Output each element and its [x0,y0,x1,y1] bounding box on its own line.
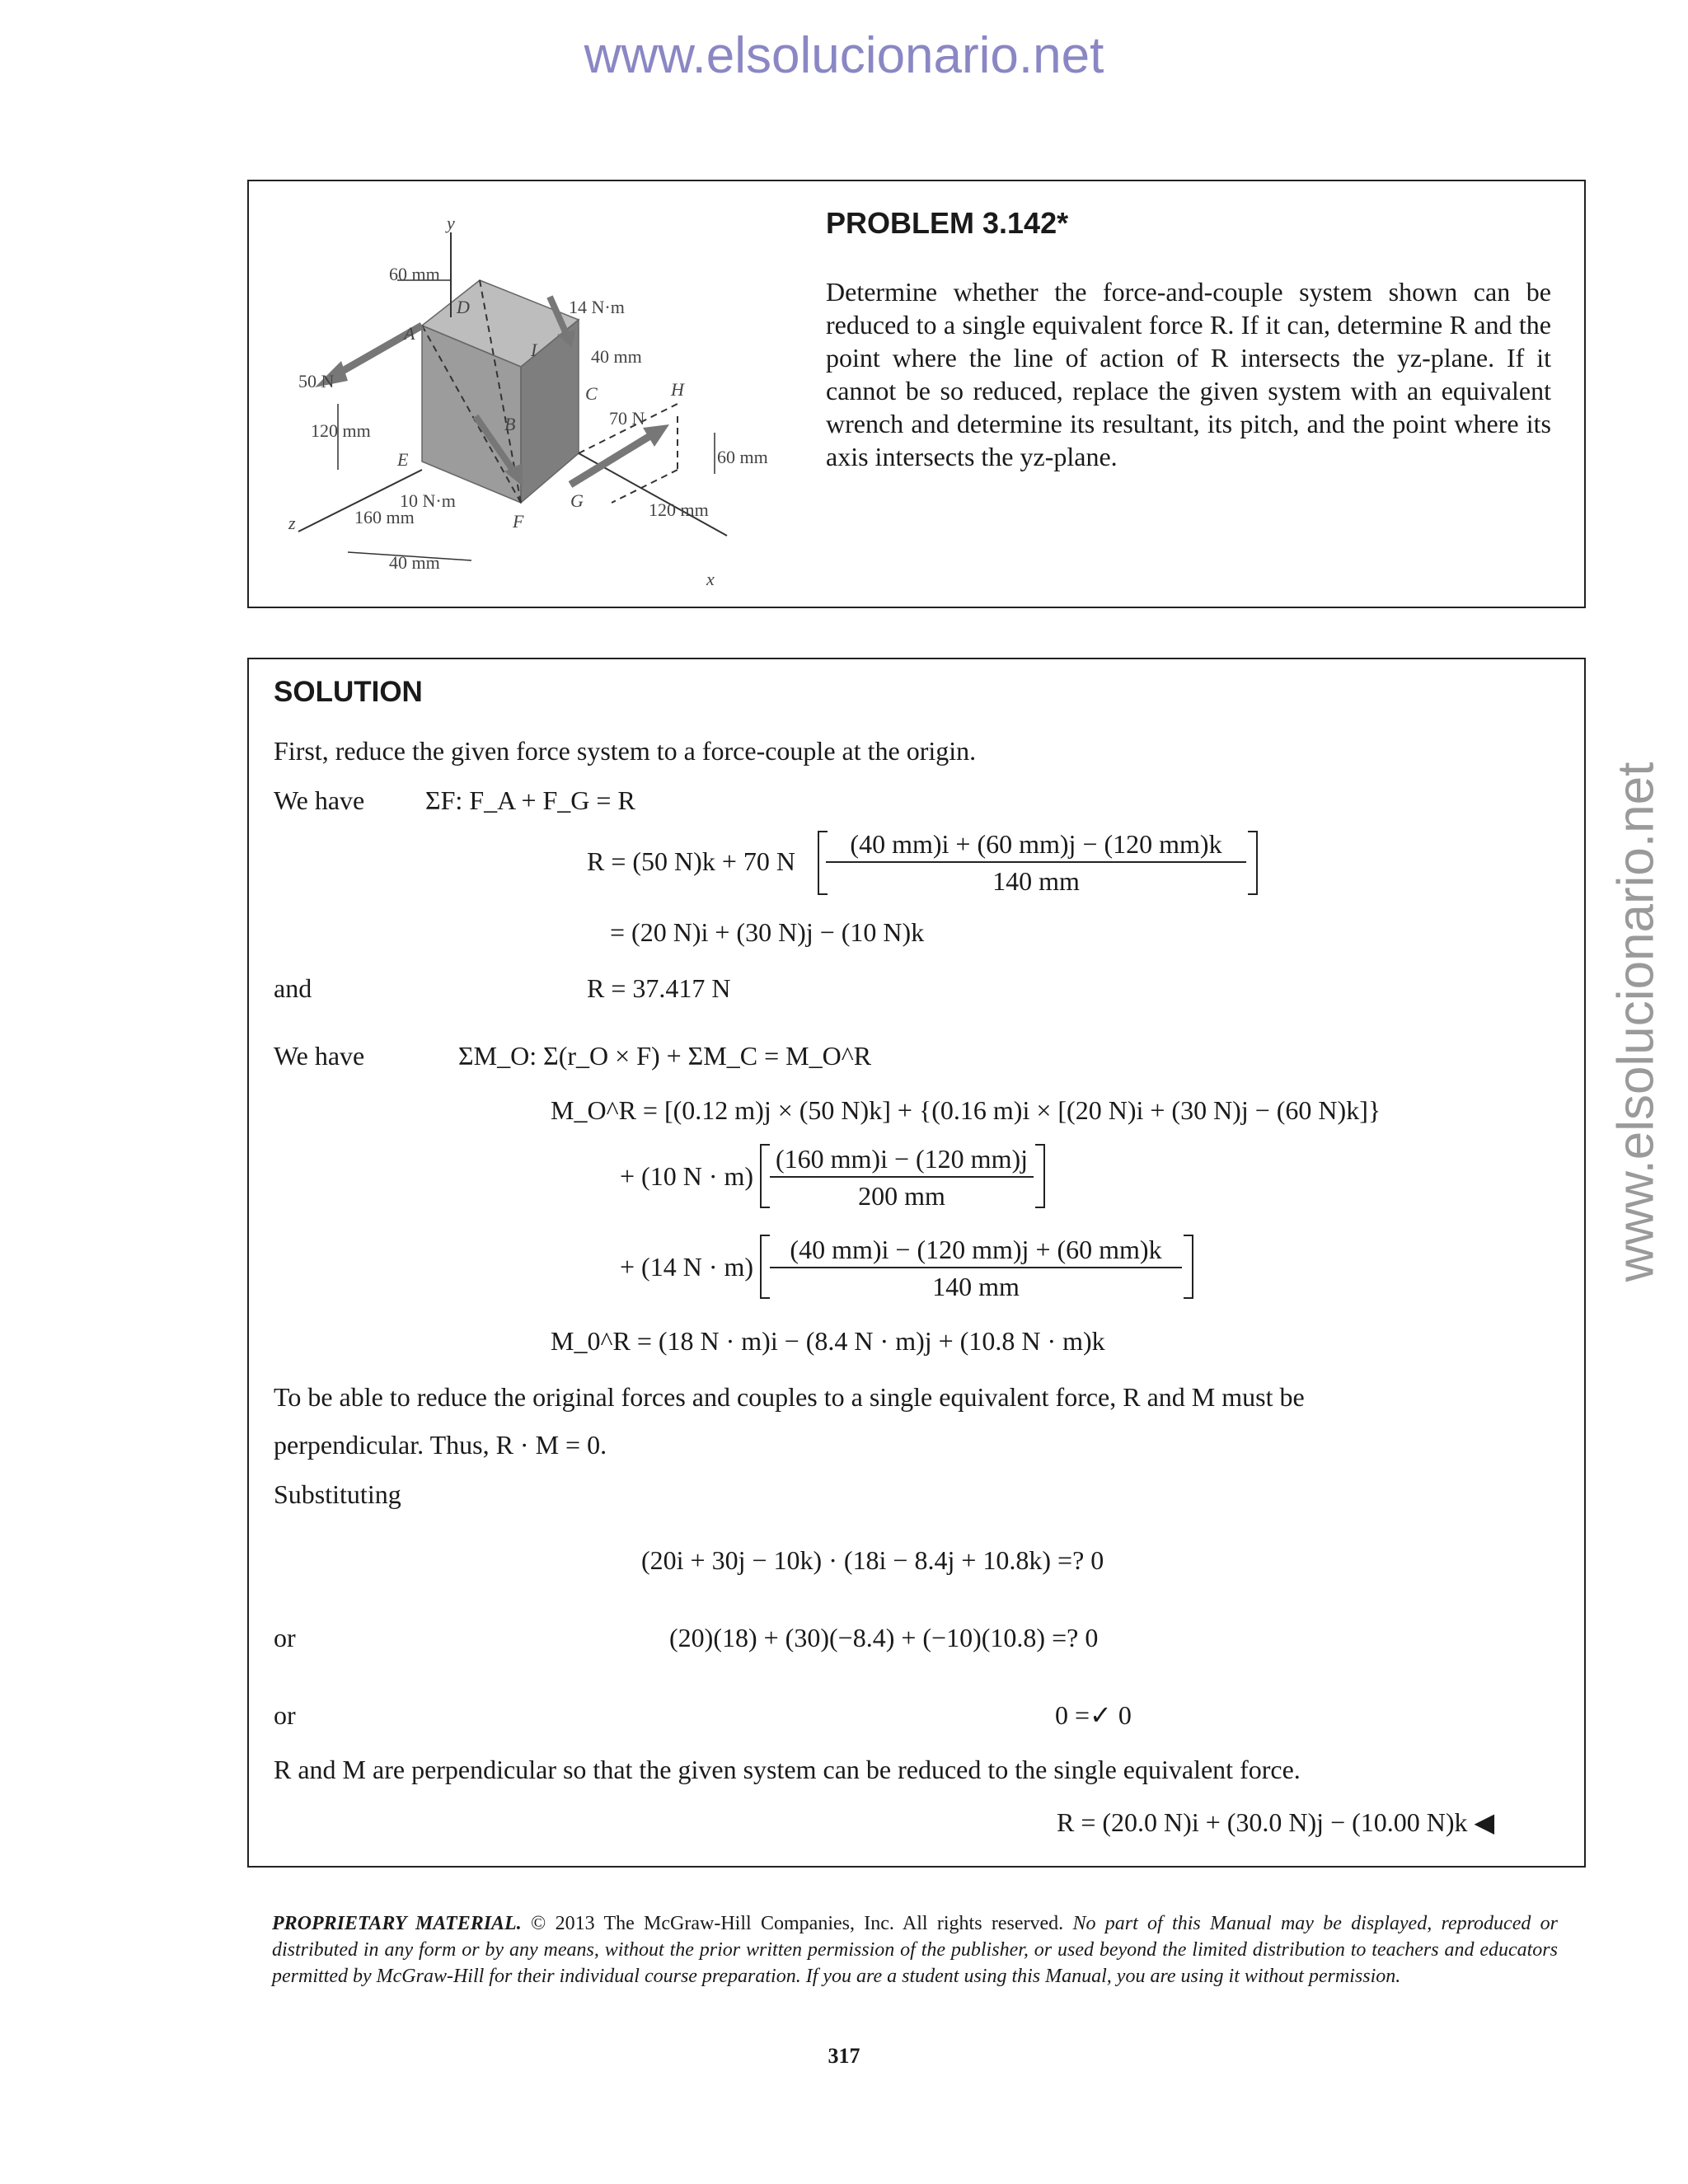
dot-equation: (20i + 30j − 10k) · (18i − 8.4j + 10.8k) =? 0 [641,1545,1104,1575]
fig-y: y [447,213,455,233]
dot-equation-2: (20)(18) + (30)(−8.4) + (−10)(10.8) =? 0 [669,1623,1099,1652]
mo-term2-fraction [770,1144,1034,1212]
fig-x: x [706,569,715,589]
problem-box [247,180,1586,608]
r-result: = (20 N)i + (30 N)j − (10 N)k [610,917,925,947]
fig-G: G [570,490,584,511]
fig-H: H [671,379,684,400]
mo-term3-den: 140 mm [932,1272,1020,1301]
fig-F: F [513,511,524,532]
footer-notice [272,1910,1558,1990]
final-answer: R = (20.0 N)i + (30.0 N)j − (10.00 N)k ◀ [1057,1807,1495,1837]
fig-d40b: 40 mm [389,552,440,573]
fig-I: I [531,340,537,360]
fig-D: D [457,297,470,317]
mo-term2-num: (160 mm)i − (120 mm)j [770,1144,1034,1178]
dot-equation-3: 0 =✓ 0 [1055,1700,1132,1730]
or-label-1: or [274,1623,296,1652]
sum-m-equation: ΣM_O: Σ(r_O × F) + ΣM_C = M_O^R [458,1041,872,1071]
substituting-label: Substituting [274,1479,401,1509]
footer-copyright: © 2013 The McGraw-Hill Companies, Inc. All rights reserved. [531,1913,1064,1934]
mo-term3-fraction [770,1235,1182,1302]
fig-f50: 50 N [298,371,335,391]
fig-E: E [397,449,409,470]
footer-lead: PROPRIETARY MATERIAL. [272,1913,522,1934]
sum-f-equation: ΣF: F_A + F_G = R [425,785,635,815]
mo-term3-lhs: + (14 N · m) [620,1252,754,1282]
fig-d60a: 60 mm [389,264,440,284]
problem-title: PROBLEM 3.142* [826,206,1069,240]
r-magnitude: R = 37.417 N [587,973,731,1003]
problem-figure [265,198,809,593]
text-perp-2: perpendicular. Thus, R · M = 0. [274,1430,607,1460]
fig-A: A [404,323,415,344]
we-have-2: We have [274,1041,365,1071]
mo-line1: M_O^R = [(0.12 m)j × (50 N)k] + {(0.16 m)i × [(20 N)i + (30 N)j − (60 N)k]} [551,1095,1381,1125]
we-have-1: We have [274,785,365,815]
site-watermark-top[interactable]: www.elsolucionario.net [584,27,1104,84]
mo-term3-num: (40 mm)i − (120 mm)j + (60 mm)k [770,1235,1182,1268]
fig-d160: 160 mm [354,507,415,527]
fig-m14: 14 N·m [569,297,625,317]
r-frac-den: 140 mm [992,866,1080,896]
and-label: and [274,973,312,1003]
bracket-left-2 [760,1144,770,1208]
mo-term2-lhs: + (10 N · m) [620,1161,754,1191]
solution-intro: First, reduce the given force system to a force-couple at the origin. [274,736,977,766]
page-number: 317 [828,2044,860,2068]
r-frac-num: (40 mm)i + (60 mm)j − (120 mm)k [826,829,1246,863]
solution-title: SOLUTION [274,676,423,708]
conclusion-text: R and M are perpendicular so that the given system can be reduced to the single equivalent force. [274,1755,1301,1784]
fig-d40a: 40 mm [591,346,642,367]
text-perp-1: To be able to reduce the original forces and couples to a single equivalent force, R and M must be [274,1382,1305,1412]
r-fraction [826,829,1246,897]
r-lhs: R = (50 N)k + 70 N [587,846,795,876]
bracket-right-2 [1035,1144,1045,1208]
problem-text: Determine whether the force-and-couple system shown can be reduced to a single equivalent force R. If it can, determine R and the point where the line of action of R intersects the yz-plane. If it cannot be so reduced, replace the given system with an equivalent wrench and determine its resultant, its pitch, and the point where its axis intersects the yz-plane. [826,277,1551,471]
mo-result: M_0^R = (18 N · m)i − (8.4 N · m)j + (10.8 N · m)k [551,1326,1105,1356]
bracket-right-1 [1248,831,1258,895]
fig-m10: 10 N·m [400,490,456,511]
fig-f70: 70 N [609,408,645,429]
bracket-right-3 [1184,1235,1193,1299]
or-label-2: or [274,1700,296,1730]
mo-term2-den: 200 mm [858,1181,945,1211]
fig-d120a: 120 mm [311,420,371,441]
fig-B: B [504,414,516,434]
footer-text: No part of this Manual may be displayed, reproduced or distributed in any form or by any means, without the prior written permission of the publisher, or used beyond the limited distribution to teachers and educators permitted by McGraw-Hill for their individual course preparation. If you are a student using this Manual, you are using it without permission. [272,1913,1558,1987]
fig-C: C [585,383,598,404]
site-watermark-side[interactable]: www.elsolucionario.net [1607,762,1665,1282]
fig-z: z [288,513,296,533]
fig-d60b: 60 mm [717,447,768,467]
fig-d120b: 120 mm [649,499,709,520]
solution-box [247,658,1586,1868]
bracket-left-3 [760,1235,770,1299]
